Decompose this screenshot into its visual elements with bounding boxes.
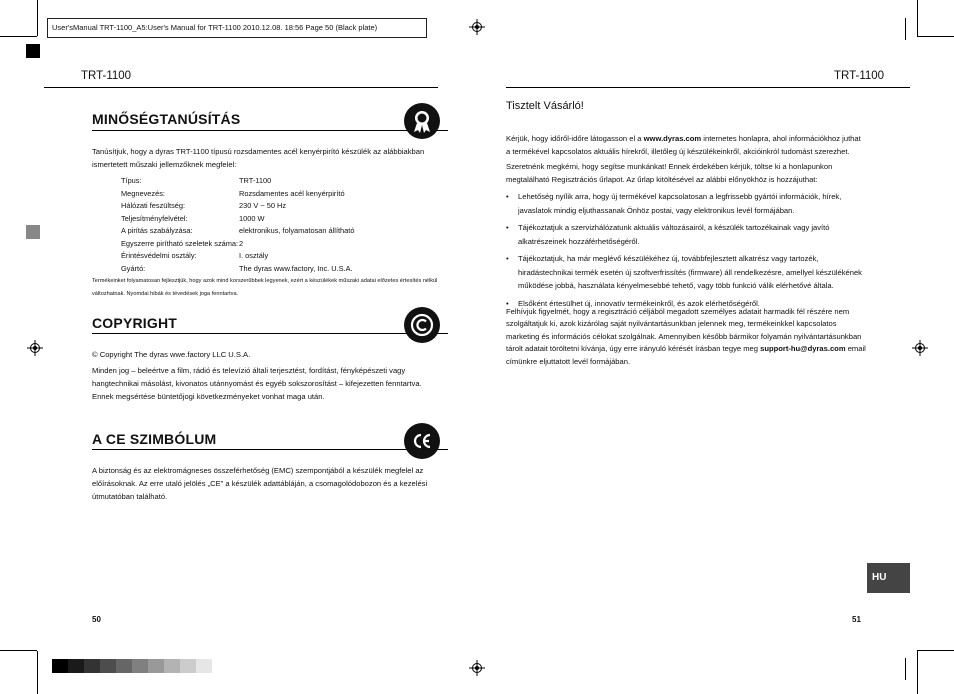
copyright-line: © Copyright The dyras wwe.factory LLC U.S.A. bbox=[92, 350, 251, 359]
ce-text: A biztonság és az elektromágneses összeférhetőség (EMC) szempontjából a készülék megfelel az előírásoknak. Az erre utaló jelölés „CE” a készülék adattábláján, a csomagolódobozon és a kezelési útmutatóban található. bbox=[92, 466, 428, 501]
model-header-left: TRT-1100 bbox=[81, 70, 132, 82]
spec-key: A pirítás szabályzása: bbox=[121, 226, 193, 235]
color-swatch bbox=[100, 659, 116, 673]
benefits-list bbox=[506, 190, 866, 310]
color-swatch bbox=[52, 659, 68, 673]
color-swatch bbox=[164, 659, 180, 673]
spec-value: 1000 W bbox=[239, 213, 265, 223]
list-item bbox=[506, 252, 866, 293]
bullet-icon: • bbox=[506, 298, 509, 308]
color-swatch bbox=[84, 659, 100, 673]
ce-mark-icon bbox=[404, 423, 440, 459]
spec-row bbox=[121, 213, 421, 226]
spec-key: Típus: bbox=[121, 176, 142, 185]
quality-title: MINŐSÉGTANÚSÍTÁS bbox=[92, 111, 241, 127]
crop-mark bbox=[905, 18, 906, 40]
registration-mark-icon bbox=[912, 340, 928, 356]
color-swatch bbox=[196, 659, 212, 673]
spec-value: Rozsdamentes acél kenyérpirító bbox=[239, 188, 345, 198]
color-swatch bbox=[116, 659, 132, 673]
spec-key: Gyártó: bbox=[121, 263, 146, 273]
list-item bbox=[506, 221, 866, 248]
greeting: Tisztelt Vásárló! bbox=[506, 100, 584, 112]
language-tab: HU bbox=[867, 563, 910, 593]
spec-row bbox=[121, 250, 421, 263]
spec-key: Hálózati feszültség: bbox=[121, 201, 186, 210]
paragraph-website bbox=[506, 133, 866, 159]
email-link[interactable]: support-hu@dyras.com bbox=[760, 344, 846, 354]
quality-intro: Tanúsítjuk, hogy a dyras TRT-1100 típusú rozsdamentes acél kenyérpirító készülék az alábbiakban ismertetett műszaki jellemzőknek megfelel: bbox=[92, 147, 425, 169]
print-header: User'sManual TRT-1100_A5:User's Manual for TRT-1100 2010.12.08. 18:56 Page 50 (Black plate) bbox=[47, 18, 427, 38]
page-number-right: 51 bbox=[852, 615, 861, 624]
spec-key: Érintésvédelmi osztály: bbox=[121, 251, 197, 260]
bullet-icon: • bbox=[506, 254, 509, 263]
paragraph-privacy bbox=[506, 306, 866, 368]
header-rule bbox=[506, 87, 910, 88]
copyright-title: COPYRIGHT bbox=[92, 315, 178, 331]
spec-table bbox=[121, 175, 421, 275]
list-item-text: Tájékoztatjuk, ha már meglévő készülékéhez új, továbbfejlesztett alkatrész vagy tartozék, hiradástechnikai termék esetén új szoftverfrissítés (firmware) áll rendelkezésre, amellyel készülékének működése jobbá, használata kényelmesebbé tehető, vagy több funkció válik elérhetővé általa. bbox=[518, 254, 862, 290]
section-rule bbox=[92, 130, 448, 131]
quality-note: Termékeinket folyamatosan fejlesztjük, hogy azok mind korszerűbbek legyenek, ezért a készülékek műszaki adatai előzetes értesítés nélkül változhatnak. Nyomdai hibák és tévedések joga fenntartva. bbox=[92, 278, 438, 297]
registration-mark-icon bbox=[469, 19, 485, 35]
spec-row bbox=[121, 238, 421, 251]
crop-mark bbox=[917, 36, 954, 37]
spec-key: Teljesítményfelvétel: bbox=[121, 213, 188, 223]
crop-mark bbox=[0, 650, 37, 651]
award-rosette-icon bbox=[404, 103, 440, 139]
spec-key: Megnevezés: bbox=[121, 188, 165, 198]
black-square-mark bbox=[26, 44, 40, 58]
color-swatch bbox=[148, 659, 164, 673]
crop-mark bbox=[917, 651, 918, 694]
section-rule bbox=[92, 449, 448, 450]
copyright-text: Minden jog – beleértve a film, rádió és televízió általi terjesztést, fordítást, fényképészeti vagy hangtechnikai másolást, kivonatos utánnyomást és egyéb sokszorosítást – kifejezetten fenntartva. Ennek megsértése büntetőjogi következményeket vonhat maga után. bbox=[92, 366, 422, 401]
spec-value: 2 bbox=[239, 238, 244, 248]
crop-mark bbox=[917, 0, 918, 36]
color-swatch bbox=[132, 659, 148, 673]
model-header-right: TRT-1100 bbox=[834, 70, 885, 82]
list-item-text: Lehetőség nyílik arra, hogy új termékével kapcsolatosan a legfrissebb gyártói információk, hírek, javaslatok mindig eljuthassanak Önhöz postai, vagy elektronikus levél formájában. bbox=[518, 192, 842, 215]
spec-row bbox=[121, 188, 421, 201]
color-swatch bbox=[180, 659, 196, 673]
list-item-text: Tájékoztatjuk a szervizhálózatunk aktuális változásairól, a készülék tartozékainak vagy javító alkatrészeinek hozzáférhetőségéről. bbox=[518, 223, 830, 246]
bullet-icon: • bbox=[506, 192, 509, 201]
copyright-symbol-icon bbox=[404, 307, 440, 343]
spec-row bbox=[121, 200, 421, 213]
spec-value: The dyras www.factory, Inc. U.S.A. bbox=[239, 263, 353, 273]
spec-value: elektronikus, folyamatosan állítható bbox=[239, 226, 355, 235]
gray-square-mark bbox=[26, 225, 40, 239]
crop-mark bbox=[0, 36, 37, 37]
text: email címünkre eljuttatott levél formájában. bbox=[506, 344, 866, 366]
color-swatch bbox=[68, 659, 84, 673]
spec-value: I. osztály bbox=[239, 251, 269, 260]
website-link[interactable]: www.dyras.com bbox=[643, 134, 702, 143]
text: Kérjük, hogy időről-időre látogasson el a bbox=[506, 134, 644, 143]
crop-mark bbox=[37, 0, 38, 36]
spec-key: Egyszerre pirítható szeletek száma: bbox=[121, 238, 239, 248]
bullet-icon: • bbox=[506, 223, 509, 232]
spec-row bbox=[121, 175, 421, 188]
header-rule bbox=[44, 87, 438, 88]
spec-row bbox=[121, 263, 421, 276]
crop-mark bbox=[37, 651, 38, 694]
ce-title: A CE SZIMBÓLUM bbox=[92, 431, 217, 447]
list-item bbox=[506, 190, 866, 217]
list-item-text: Elsőként értesülhet új, innovatív termékeinkről, és azok elérhetőségéről. bbox=[518, 298, 760, 308]
crop-mark bbox=[917, 650, 954, 651]
section-rule bbox=[92, 333, 448, 334]
text: Felhívjuk figyelmét, hogy a regisztráció céljából megadott személyes adatait harmadik fél részére nem szolgáltatjuk ki, azok kizárólag saját nyilvántartásunkban jelennek meg, termékeinkkel kapcsolatos marketing és információs célokat szolgálnak. Amennyiben később bármikor folyamán nyilvántartásunkban tárolt adatait töröltetni kívánja, úgy erre irányuló kérését írásban tegye meg bbox=[506, 307, 862, 354]
spec-value: 230 V ~ 50 Hz bbox=[239, 201, 287, 210]
registration-mark-icon bbox=[469, 660, 485, 676]
paragraph-registration: Szeretnénk megkérni, hogy segítse munkánkat! Ennek érdekében kérjük, töltse ki a honlapunkon megtalálható Regisztrációs űrlapot. Az űrlap kitöltésével az alábbi előnyökhöz is hozzájuthat: bbox=[506, 162, 833, 184]
crop-mark bbox=[905, 658, 906, 680]
page-number-left: 50 bbox=[92, 615, 101, 624]
registration-mark-icon bbox=[27, 340, 43, 356]
text: internetes honlapra, ahol információkhoz juthat a termékével kapcsolatos aktuális hírekről, illetőleg új készülékeinkről, akcióinkról tudomást szerezhet. bbox=[506, 134, 861, 156]
spec-value: TRT-1100 bbox=[239, 176, 272, 185]
spec-row bbox=[121, 225, 421, 238]
